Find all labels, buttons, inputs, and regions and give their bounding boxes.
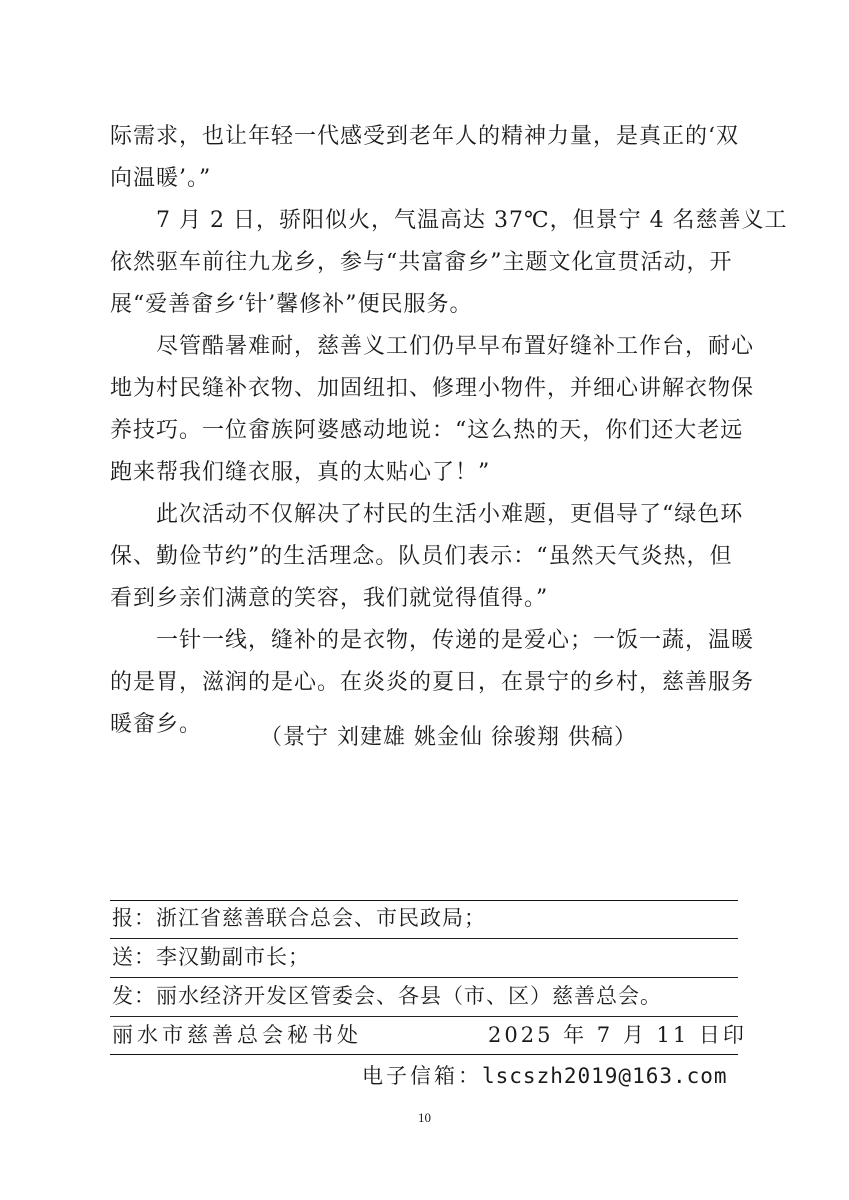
footer-divider [110,977,738,978]
paragraph-start: 尽管酷暑难耐，慈善义工们仍早早布置好缝补工作台，耐心 [156,334,755,359]
footer-divider [110,938,738,939]
body-line: 际需求，也让年轻一代感受到老年人的精神力量，是真正的‘双 [110,124,739,149]
body-line: 养技巧。一位畲族阿婆感动地说：“这么热的天，你们还大老远 [110,418,744,443]
email-line [362,1062,728,1090]
body-line: 跑来帮我们缝衣服，真的太贴心了！” [110,460,491,485]
body-line: 暖畲乡。 [110,712,203,737]
footer-top-rule [110,900,738,901]
email-label: 电子信箱： [362,1064,482,1088]
report-to-line: 报：浙江省慈善联合总会、市民政局； [112,906,486,930]
body-line: 展“爱善畲乡‘针’馨修补”便民服务。 [110,292,473,317]
body-line: 向温暖’。” [110,166,212,191]
paragraph-start: 此次活动不仅解决了村民的生活小难题，更倡导了“绿色环 [156,502,744,527]
page-number: 10 [418,1110,431,1125]
footer-bottom-rule [110,1054,738,1055]
body-line: 依然驱车前往九龙乡，参与“共富畲乡”主题文化宣贯活动，开 [110,250,733,275]
article-credit: （景宁 刘建雄 姚金仙 徐骏翔 供稿） [260,725,637,750]
body-line: 地为村民缝补衣物、加固纽扣、修理小物件，并细心讲解衣物保 [110,376,755,401]
issuing-office: 丽水市慈善总会秘书处 [112,1023,362,1047]
distribute-to-line: 发：丽水经济开发区管委会、各县（市、区）慈善总会。 [112,984,662,1008]
body-line: 的是胃，滋润的是心。在炎炎的夏日，在景宁的乡村，慈善服务 [110,670,755,695]
send-to-line: 送：李汉勤副市长； [112,945,310,969]
print-date: 2025 年 7 月 11 日印 [488,1023,747,1047]
body-line: 看到乡亲们满意的笑容，我们就觉得值得。” [110,586,549,611]
paragraph-start: 7 月 2 日，骄阳似火，气温高达 37℃，但景宁 4 名慈善义工 [156,208,788,233]
email-address: lscszh2019@163.com [482,1064,728,1088]
footer-divider [110,1016,738,1017]
body-line: 保、勤俭节约”的生活理念。队员们表示：“虽然天气炎热，但 [110,544,733,569]
paragraph-start: 一针一线，缝补的是衣物，传递的是爱心；一饭一蔬，温暖 [156,628,755,653]
